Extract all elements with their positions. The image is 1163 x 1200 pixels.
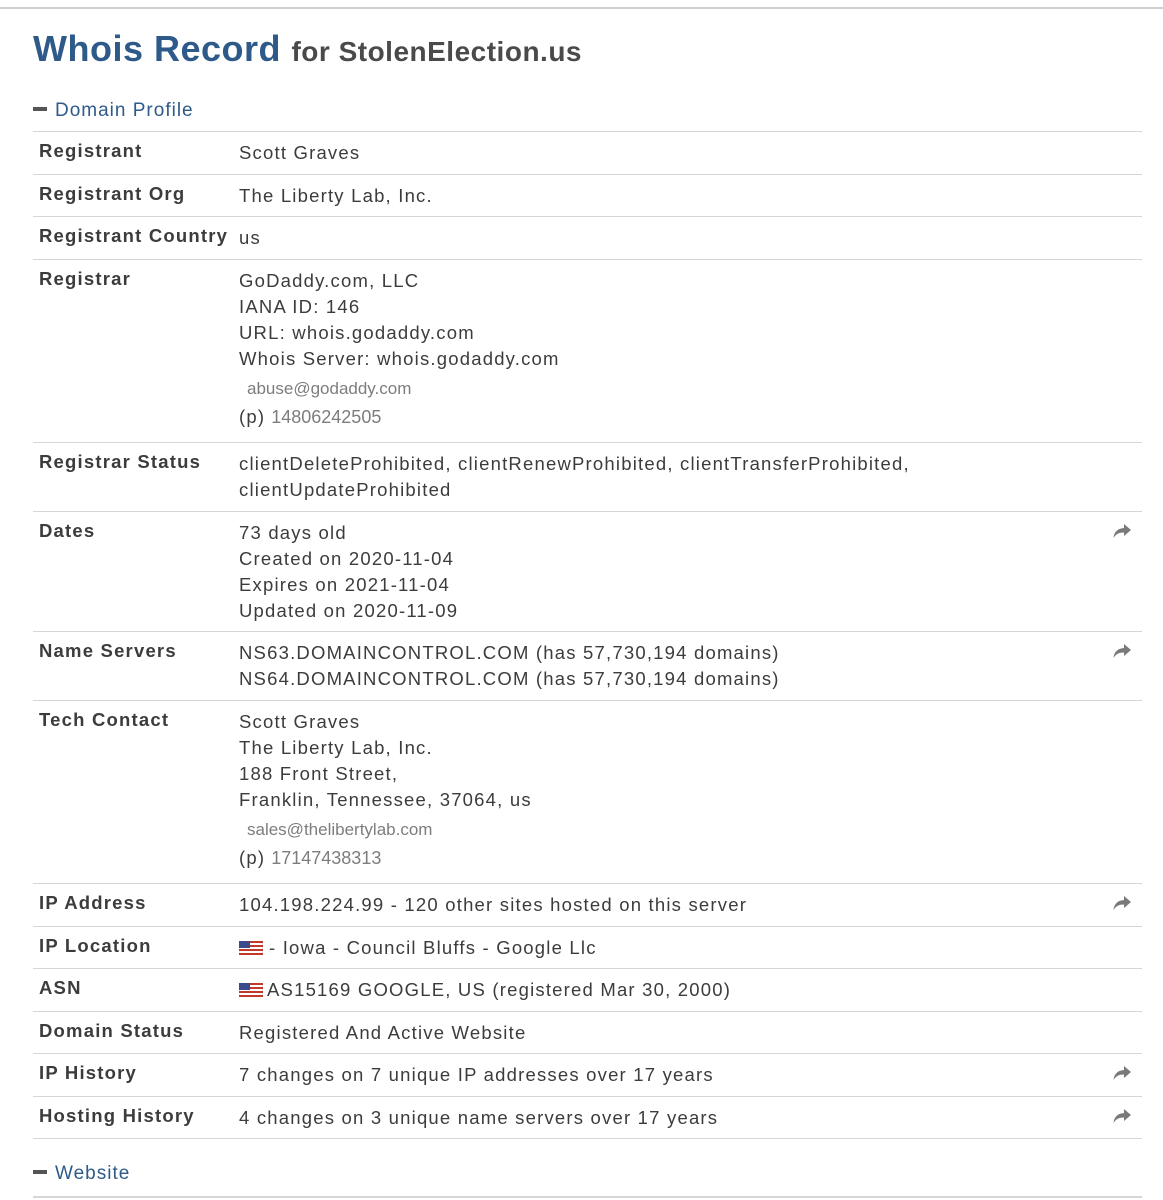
row-domain-status xyxy=(33,1011,1142,1053)
row-label: Domain Status xyxy=(39,1020,185,1041)
row-label: IP Address xyxy=(39,892,147,913)
status-line: clientDeleteProhibited, clientRenewProhibited, clientTransferProhibited, xyxy=(239,453,910,474)
row-tech-contact xyxy=(33,700,1142,883)
page-title-domain: for StolenElection.us xyxy=(291,36,582,67)
registrar-phone: 14806242505 xyxy=(271,407,382,427)
row-registrar xyxy=(33,259,1142,442)
ip-location-text: - Iowa - Council Bluffs - Google Llc xyxy=(269,937,597,958)
row-value[interactable]: 4 changes on 3 unique name servers over 17 years xyxy=(239,1107,719,1128)
top-divider xyxy=(0,7,1163,9)
contact-street: 188 Front Street, xyxy=(239,763,399,784)
share-arrow-icon[interactable] xyxy=(1112,894,1132,912)
row-value xyxy=(239,451,910,503)
row-registrant xyxy=(33,131,1142,174)
section-domain-profile-label: Domain Profile xyxy=(55,100,194,121)
row-ip-location xyxy=(33,926,1142,968)
row-label: Registrant Org xyxy=(39,183,186,204)
share-arrow-icon[interactable] xyxy=(1112,642,1132,660)
created-date: Created on 2020-11-04 xyxy=(239,548,455,569)
name-server[interactable]: NS63.DOMAINCONTROL.COM (has 57,730,194 domains) xyxy=(239,642,780,663)
row-label: Name Servers xyxy=(39,640,177,661)
domain-age: 73 days old xyxy=(239,522,347,543)
minus-icon xyxy=(33,107,47,111)
row-value xyxy=(239,935,597,961)
row-value xyxy=(239,640,780,692)
row-value xyxy=(239,709,532,871)
phone-label: (p) xyxy=(239,847,266,868)
registrar-whois-server: Whois Server: whois.godaddy.com xyxy=(239,348,560,369)
us-flag-icon xyxy=(239,941,263,955)
registrar-url: URL: whois.godaddy.com xyxy=(239,322,475,343)
row-label: IP History xyxy=(39,1062,138,1083)
us-flag-icon xyxy=(239,983,263,997)
row-registrar-status xyxy=(33,442,1142,511)
row-label: IP Location xyxy=(39,935,152,956)
row-label: Registrant xyxy=(39,140,143,161)
row-dates xyxy=(33,511,1142,631)
phone-label: (p) xyxy=(239,406,266,427)
row-label: Dates xyxy=(39,520,96,541)
row-value xyxy=(239,268,560,430)
contact-email: sales@thelibertylab.com xyxy=(247,820,433,839)
registrar-iana-id: IANA ID: 146 xyxy=(239,296,361,317)
registrar-email: abuse@godaddy.com xyxy=(247,379,412,398)
minus-icon xyxy=(33,1170,47,1174)
row-registrant-org xyxy=(33,174,1142,216)
share-arrow-icon[interactable] xyxy=(1112,522,1132,540)
row-asn xyxy=(33,968,1142,1011)
contact-phone: 17147438313 xyxy=(271,848,382,868)
row-label: Tech Contact xyxy=(39,709,170,730)
row-ip-address xyxy=(33,883,1142,926)
domain-profile-table xyxy=(33,131,1142,1139)
row-value: us xyxy=(239,227,261,248)
row-value: Scott Graves xyxy=(239,142,361,163)
updated-date: Updated on 2020-11-09 xyxy=(239,600,459,621)
row-value[interactable]: 104.198.224.99 - 120 other sites hosted on this server xyxy=(239,894,748,915)
row-hosting-history xyxy=(33,1096,1142,1139)
expires-date: Expires on 2021-11-04 xyxy=(239,574,451,595)
contact-city: Franklin, Tennessee, 37064, us xyxy=(239,789,532,810)
row-value: The Liberty Lab, Inc. xyxy=(239,185,433,206)
section-website[interactable] xyxy=(33,1158,130,1190)
row-value xyxy=(239,977,731,1003)
row-name-servers xyxy=(33,631,1142,700)
page-title-main: Whois Record xyxy=(33,28,282,69)
row-value: Registered And Active Website xyxy=(239,1022,527,1043)
website-divider xyxy=(33,1196,1142,1198)
row-ip-history xyxy=(33,1053,1142,1096)
share-arrow-icon[interactable] xyxy=(1112,1107,1132,1125)
row-label: Registrar xyxy=(39,268,132,289)
page-title xyxy=(33,28,582,70)
status-line: clientUpdateProhibited xyxy=(239,479,452,500)
row-label: Registrar Status xyxy=(39,451,202,472)
asn-text: AS15169 GOOGLE, US (registered Mar 30, 2000) xyxy=(267,979,732,1000)
section-domain-profile[interactable] xyxy=(33,95,194,127)
contact-org: The Liberty Lab, Inc. xyxy=(239,737,433,758)
row-registrant-country xyxy=(33,216,1142,259)
share-arrow-icon[interactable] xyxy=(1112,1064,1132,1082)
name-server[interactable]: NS64.DOMAINCONTROL.COM (has 57,730,194 domains) xyxy=(239,668,780,689)
row-label: ASN xyxy=(39,977,82,998)
row-value[interactable]: 7 changes on 7 unique IP addresses over 17 years xyxy=(239,1064,714,1085)
row-label: Hosting History xyxy=(39,1105,195,1126)
row-value xyxy=(239,520,458,624)
contact-name: Scott Graves xyxy=(239,711,361,732)
row-label: Registrant Country xyxy=(39,225,229,246)
section-website-label: Website xyxy=(55,1163,131,1184)
registrar-name: GoDaddy.com, LLC xyxy=(239,270,420,291)
